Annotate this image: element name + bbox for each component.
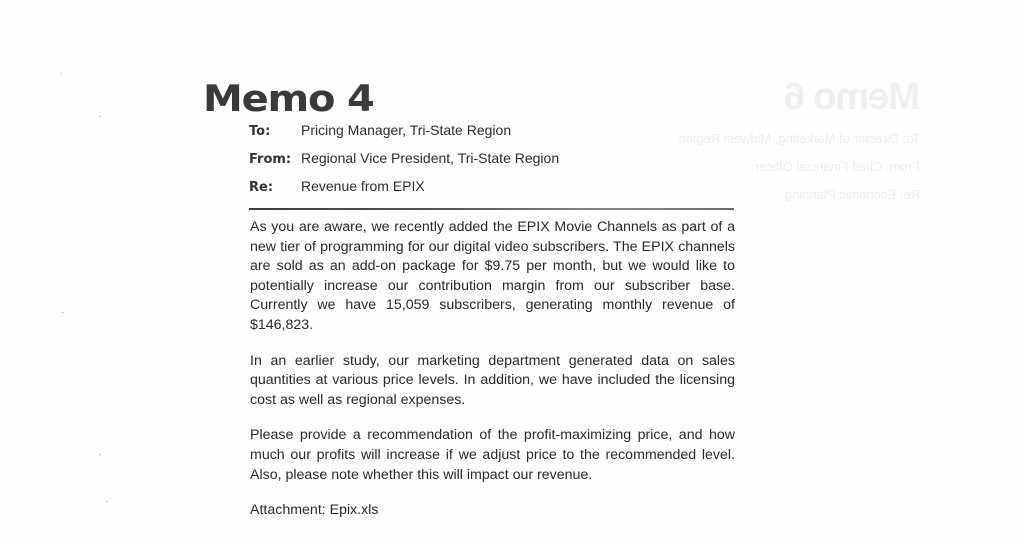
scan-speck [62, 312, 64, 313]
show-through-re [560, 181, 920, 209]
scan-speck [60, 73, 62, 74]
attachment-note: Attachment: Epix.xls [250, 502, 379, 519]
memo-title: Memo 4 [203, 78, 374, 121]
show-through-re-value: Economic Planning [784, 187, 897, 202]
show-through-from-label: From: [886, 159, 920, 174]
header-divider [249, 208, 734, 210]
scan-speck [99, 454, 101, 455]
show-through-from [560, 153, 920, 181]
show-through-from-value: Chief Financial Officer [754, 159, 883, 174]
re-field [249, 178, 559, 206]
from-field [249, 150, 559, 178]
show-through-to [560, 125, 920, 153]
from-value: Regional Vice President, Tri-State Region [301, 150, 560, 166]
to-label: To: [249, 124, 271, 139]
paragraph-context: As you are aware, we recently added the EPIX Movie Channels as part of a new tier of programming for our digital video subscribers. The EPIX channels are sold as an add-on package for $9.75 per month, but we would like to potentially increase our contribution margin from our subscriber base. Currently we have 15,059 subscribers, generating monthly revenue of $146,823. [250, 219, 735, 333]
paragraph-study: In an earlier study, our marketing department generated data on sales quantities at various price levels. In addition, we have included the licensing cost as well as regional expenses. [250, 352, 735, 408]
show-through-title: Memo 6 [784, 76, 920, 118]
reverse-page-show-through [560, 76, 920, 209]
show-through-to-label: To: [902, 131, 920, 146]
to-value: Pricing Manager, Tri-State Region [301, 122, 512, 138]
memo-header-fields [249, 122, 559, 206]
show-through-re-label: Re: [899, 187, 920, 202]
paragraph-request: Please provide a recommendation of the profit-maximizing price, and how much our profits will increase if we adjust price to the recommended level. Also, please note whether this will impact our revenue. [250, 427, 735, 483]
scan-speck [106, 501, 108, 502]
scan-speck [99, 116, 101, 117]
from-label: From: [249, 152, 292, 167]
memo-body [250, 218, 735, 521]
re-value: Revenue from EPIX [301, 178, 425, 194]
show-through-to-value: Director of Marketing, Midwest Region [678, 131, 900, 146]
re-label: Re: [249, 180, 274, 195]
to-field [249, 122, 559, 150]
